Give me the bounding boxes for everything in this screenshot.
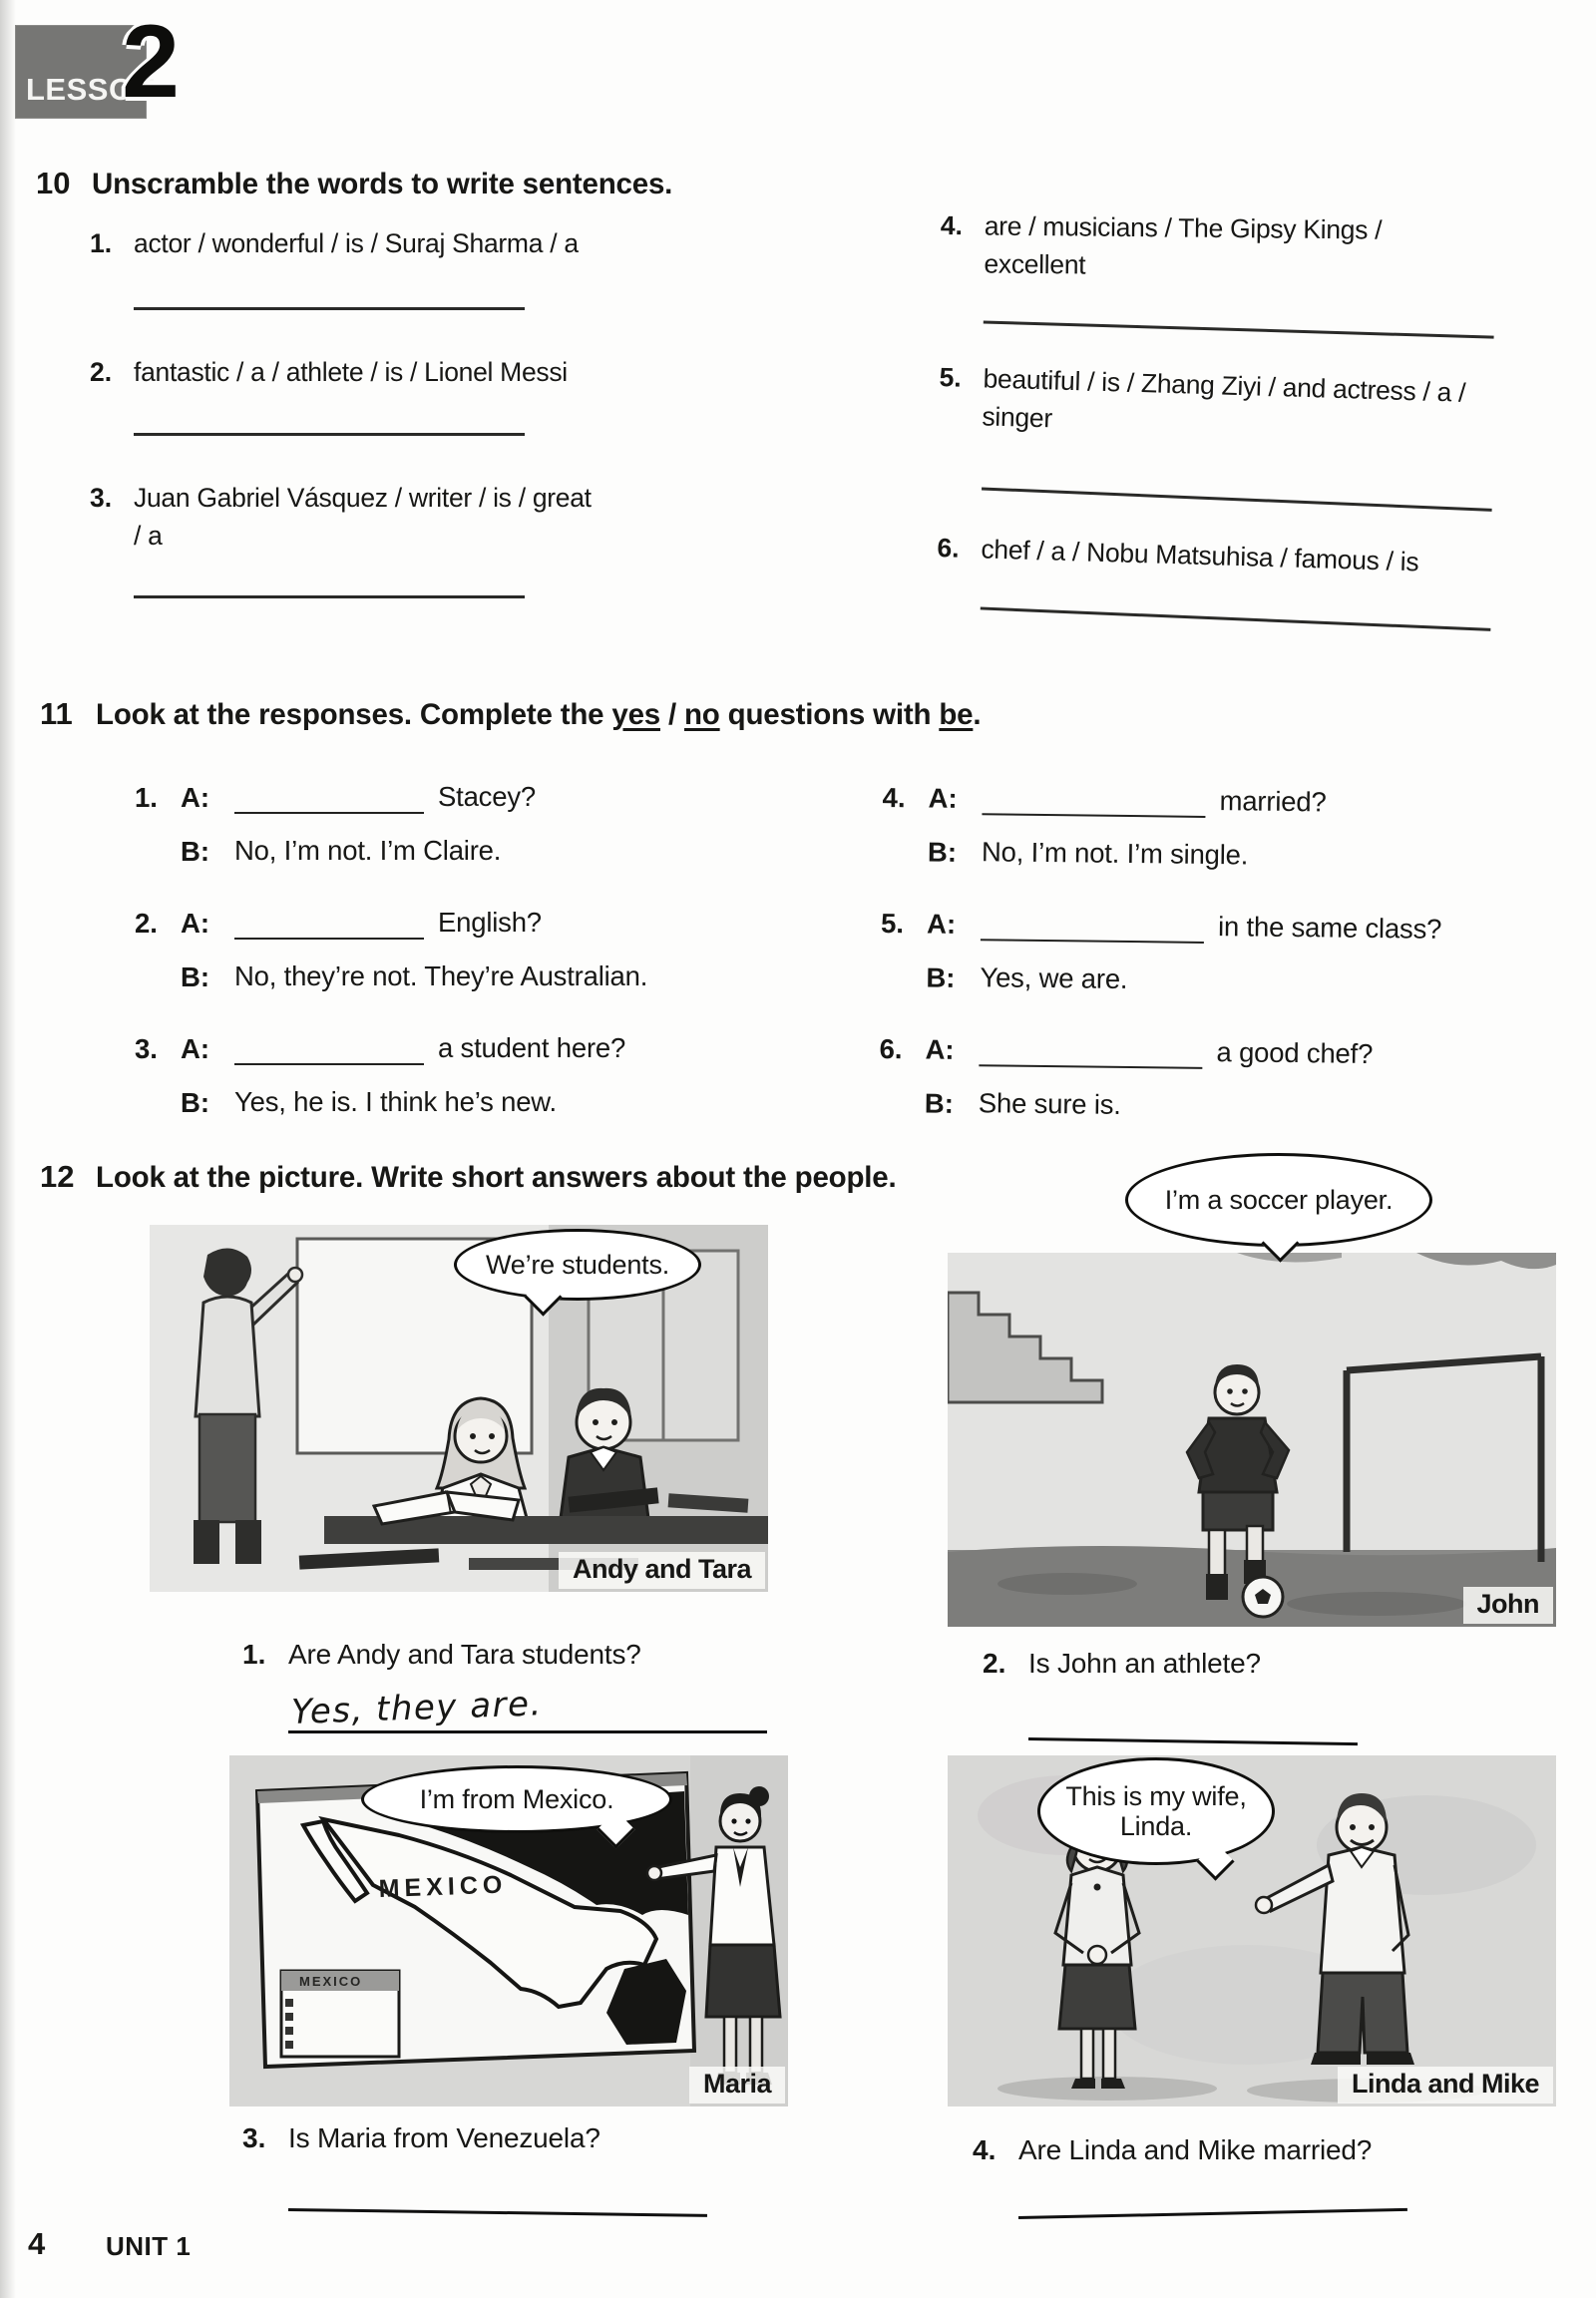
answer-line[interactable] <box>1028 1737 1358 1745</box>
exercise-10-number: 10 <box>36 166 71 200</box>
answer-line[interactable] <box>134 307 525 310</box>
response-text: Yes, he is. I think he’s new. <box>234 1085 557 1117</box>
lesson-number: 2 <box>122 4 180 120</box>
exercise-11-title <box>96 698 981 732</box>
lesson-label: LESSON <box>26 72 157 107</box>
speech-bubble-mexico <box>361 1765 672 1833</box>
speaker-b-label: B: <box>924 1087 955 1119</box>
question-number: 1. <box>242 1639 266 1670</box>
speaker-a-label: A: <box>181 908 210 939</box>
qa-item-5 <box>880 894 1596 1002</box>
item-number: 3. <box>135 1033 158 1064</box>
response-text: She sure is. <box>978 1086 1121 1120</box>
exercise-11-header <box>40 696 981 732</box>
answer-line[interactable] <box>982 487 1492 511</box>
answer-line[interactable] <box>1018 2208 1407 2219</box>
scramble-item-2 <box>90 354 688 392</box>
scramble-words: Juan Gabriel Vásquez / writer / is / great / a <box>134 483 592 551</box>
speaker-a-label: A: <box>926 908 957 940</box>
question-1 <box>242 1639 841 1733</box>
question-3 <box>242 2122 821 2211</box>
speaker-b-label: B: <box>181 961 210 992</box>
item-number: 5. <box>939 362 963 393</box>
handwritten-answer: Yes, they are. <box>290 1684 544 1732</box>
qa-item-2 <box>135 894 833 993</box>
item-number-spacer <box>880 993 926 994</box>
question-suffix: English? <box>438 906 542 938</box>
exercise-10-right-column <box>937 207 1559 616</box>
question-suffix: in the same class? <box>1217 910 1442 945</box>
scramble-item-4 <box>940 207 1559 289</box>
picture-caption: Linda and Mike <box>1338 2067 1553 2104</box>
question-4 <box>973 2134 1571 2219</box>
item-number: 5. <box>880 907 905 940</box>
question-blank[interactable] <box>234 778 424 814</box>
speech-bubble-text: I’m from Mexico. <box>419 1783 614 1814</box>
exercise-12-title: Look at the picture. Write short answers about the people. <box>96 1161 897 1194</box>
soccer-illustration <box>948 1253 1556 1627</box>
title-segment: / <box>659 698 684 731</box>
answer-line[interactable] <box>984 321 1494 339</box>
speech-bubble-text: I’m a soccer player. <box>1164 1184 1394 1215</box>
scramble-words: are / musicians / The Gipsy Kings / excellent <box>984 210 1383 280</box>
question-suffix: married? <box>1219 784 1327 818</box>
title-segment: questions with <box>719 698 940 731</box>
response-text: Yes, we are. <box>980 960 1128 994</box>
speaker-a-label: A: <box>928 782 958 814</box>
item-number-spacer <box>879 1119 925 1120</box>
exercise-10-header <box>36 166 672 201</box>
exercise-11-right-column <box>878 768 1596 1154</box>
question-number: 2. <box>983 1648 1006 1679</box>
question-blank[interactable] <box>234 1029 424 1065</box>
response-text: No, I’m not. I’m Claire. <box>234 834 502 866</box>
speech-bubble-wife <box>1037 1757 1275 1865</box>
scramble-item-1 <box>90 225 688 263</box>
speech-bubble-students <box>454 1229 701 1301</box>
question-text: Are Andy and Tara students? <box>288 1639 641 1670</box>
answer-line[interactable] <box>288 1679 767 1733</box>
speaker-a-label: A: <box>925 1033 955 1065</box>
question-text: Is John an athlete? <box>1028 1648 1261 1679</box>
scramble-words: beautiful / is / Zhang Ziyi / and actress / a / singer <box>982 363 1466 434</box>
exercise-12-number: 12 <box>40 1159 75 1194</box>
item-number: 2. <box>90 356 113 387</box>
page-number: 4 <box>28 2226 46 2261</box>
answer-line[interactable] <box>134 433 525 436</box>
picture-caption: John <box>1463 1587 1554 1624</box>
picture-panel-soccer <box>948 1253 1556 1627</box>
scramble-words: fantastic / a / athlete / is / Lionel Messi <box>134 356 568 387</box>
unit-label: UNIT 1 <box>106 2231 192 2261</box>
title-segment: Look at the responses. Complete the <box>96 698 612 731</box>
speaker-b-label: B: <box>181 1087 210 1118</box>
response-text: No, I’m not. I’m single. <box>981 835 1249 871</box>
item-number-spacer <box>882 868 928 869</box>
question-suffix: a student here? <box>438 1031 626 1063</box>
qa-item-1 <box>135 768 833 868</box>
speaker-b-label: B: <box>927 836 958 868</box>
question-blank[interactable] <box>982 779 1205 818</box>
picture-caption: Andy and Tara <box>559 1552 765 1589</box>
title-segment-underlined: yes <box>611 698 660 731</box>
question-blank[interactable] <box>979 1030 1202 1069</box>
qa-item-6 <box>879 1019 1596 1128</box>
exercise-11-left-column <box>135 768 833 1145</box>
scramble-item-6 <box>937 530 1556 585</box>
question-number: 3. <box>242 2122 266 2153</box>
speaker-a-label: A: <box>181 1033 210 1064</box>
item-number: 4. <box>882 781 906 814</box>
map-legend-title: MEXICO <box>299 1974 363 1989</box>
question-suffix: Stacey? <box>438 780 536 812</box>
scan-edge-shadow <box>0 0 16 2298</box>
answer-line[interactable] <box>288 2208 707 2217</box>
item-number: 4. <box>940 209 964 241</box>
item-number: 6. <box>879 1032 903 1065</box>
item-number: 3. <box>90 483 113 514</box>
question-blank[interactable] <box>234 904 424 940</box>
title-segment: . <box>973 698 982 731</box>
scramble-item-3 <box>90 480 688 555</box>
title-segment-underlined: be <box>939 698 974 731</box>
question-text: Is Maria from Venezuela? <box>288 2122 600 2153</box>
speaker-b-label: B: <box>926 961 956 993</box>
lesson-badge <box>16 4 180 120</box>
question-text: Are Linda and Mike married? <box>1018 2134 1373 2165</box>
speech-bubble-text: We’re students. <box>485 1249 670 1280</box>
answer-line[interactable] <box>134 595 525 598</box>
question-2 <box>983 1648 1561 1740</box>
map-title-text: MEXICO <box>378 1870 508 1903</box>
scramble-words: chef / a / Nobu Matsuhisa / famous / is <box>981 533 1419 576</box>
question-number: 4. <box>973 2134 997 2165</box>
question-blank[interactable] <box>981 905 1204 944</box>
speaker-b-label: B: <box>181 836 210 867</box>
scramble-item-5 <box>938 359 1558 453</box>
item-number: 6. <box>937 532 961 564</box>
exercise-10-title: Unscramble the words to write sentences. <box>92 168 673 200</box>
response-text: No, they’re not. They’re Australian. <box>234 959 648 991</box>
exercise-10-left-column <box>90 225 688 598</box>
qa-item-4 <box>882 768 1596 877</box>
answer-line[interactable] <box>981 607 1491 631</box>
qa-item-3 <box>135 1019 833 1119</box>
item-number: 1. <box>90 228 113 258</box>
exercise-12-header <box>40 1159 897 1195</box>
question-suffix: a good chef? <box>1216 1035 1374 1069</box>
item-number: 2. <box>135 908 158 939</box>
picture-caption: Maria <box>689 2067 785 2104</box>
speaker-a-label: A: <box>181 782 210 813</box>
speech-bubble-soccer <box>1125 1153 1432 1247</box>
exercise-11-number: 11 <box>40 696 73 731</box>
title-segment-underlined: no <box>683 698 720 731</box>
item-number: 1. <box>135 782 158 813</box>
scramble-words: actor / wonderful / is / Suraj Sharma / a <box>134 228 579 258</box>
speech-bubble-text: This is my wife, Linda. <box>1065 1780 1247 1841</box>
